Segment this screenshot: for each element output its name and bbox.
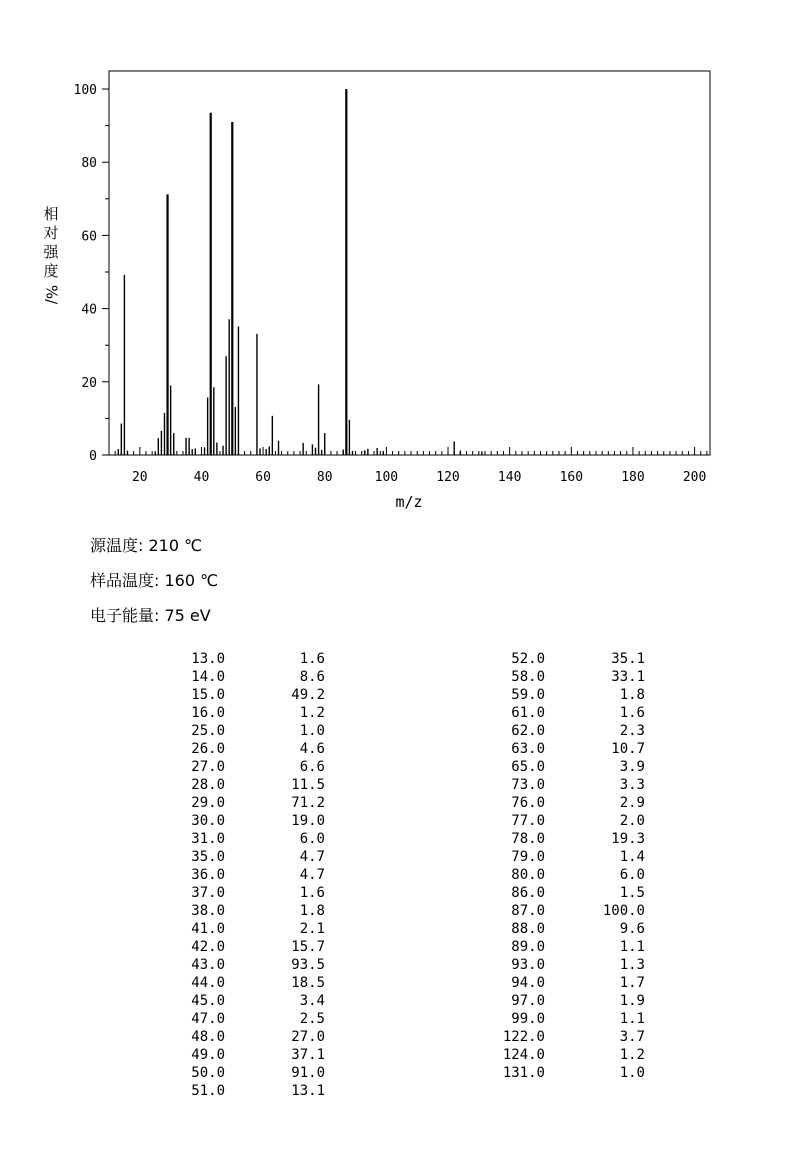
- peak-mz: 42.0: [191, 939, 225, 955]
- y-tick-label: 60: [81, 229, 97, 245]
- y-tick-label: 80: [81, 156, 97, 172]
- peak-row: [170, 794, 325, 812]
- peak-row: [490, 776, 645, 794]
- y-axis-title-char: 度: [43, 262, 59, 280]
- x-tick-label: 20: [131, 470, 148, 485]
- y-tick-label: 100: [73, 83, 97, 98]
- peak-abundance: 91.0: [291, 1065, 325, 1081]
- peak-mz: 124.0: [502, 1047, 545, 1063]
- peak-abundance: 3.7: [619, 1029, 645, 1045]
- peak-mz: 31.0: [191, 831, 225, 847]
- peak-mz: 16.0: [191, 705, 225, 721]
- y-axis-ticks: [74, 83, 109, 464]
- peak-mz: 41.0: [191, 921, 225, 937]
- peak-abundance: 37.1: [291, 1047, 325, 1063]
- peak-abundance: 27.0: [291, 1029, 325, 1045]
- y-axis-title-char: 强: [43, 243, 59, 261]
- peak-row: [490, 884, 645, 902]
- peak-mz: 48.0: [191, 1029, 225, 1045]
- peak-mz: 51.0: [191, 1083, 225, 1099]
- peak-mz: 61.0: [511, 705, 545, 721]
- peak-abundance: 1.2: [619, 1047, 645, 1063]
- peak-mz: 50.0: [191, 1065, 225, 1081]
- peak-mz: 37.0: [191, 885, 225, 901]
- peak-mz: 89.0: [511, 939, 545, 955]
- peak-mz: 80.0: [511, 867, 545, 883]
- peak-row: [170, 866, 325, 884]
- peak-mz: 25.0: [191, 723, 225, 739]
- peak-row: [170, 686, 325, 704]
- peak-mz: 30.0: [191, 813, 225, 829]
- peak-mz: 131.0: [502, 1065, 545, 1081]
- peak-row: [170, 650, 325, 668]
- peak-row: [170, 920, 325, 938]
- peak-abundance: 1.1: [619, 1011, 645, 1027]
- peak-abundance: 13.1: [291, 1083, 325, 1099]
- peak-mz: 79.0: [511, 849, 545, 865]
- peak-abundance: 3.4: [299, 993, 325, 1009]
- peak-mz: 122.0: [502, 1029, 545, 1045]
- peak-row: [170, 740, 325, 758]
- peak-row: [490, 1046, 645, 1064]
- peak-mz: 77.0: [511, 813, 545, 829]
- peak-mz: 14.0: [191, 669, 225, 685]
- peak-abundance: 9.6: [619, 921, 645, 937]
- y-tick-label: 20: [81, 375, 97, 391]
- peak-row: [170, 956, 325, 974]
- peak-row: [490, 1010, 645, 1028]
- peak-abundance: 93.5: [291, 957, 325, 973]
- peak-abundance: 1.8: [619, 687, 645, 703]
- y-axis-title: [40, 205, 62, 304]
- peak-abundance: 1.0: [619, 1065, 645, 1081]
- peak-row: [490, 866, 645, 884]
- peak-row: [490, 650, 645, 668]
- peak-mz: 63.0: [511, 741, 545, 757]
- peak-mz: 88.0: [511, 921, 545, 937]
- peak-abundance: 3.3: [619, 777, 645, 793]
- peak-abundance: 2.3: [619, 723, 645, 739]
- peak-abundance: 4.7: [299, 849, 325, 865]
- peak-row: [170, 758, 325, 776]
- peak-mz: 45.0: [191, 993, 225, 1009]
- peak-row: [170, 974, 325, 992]
- x-tick-label: 40: [193, 470, 210, 485]
- peak-row: [170, 902, 325, 920]
- peak-row: [490, 1064, 645, 1082]
- x-tick-label: 140: [497, 470, 522, 485]
- peak-mz: 47.0: [191, 1011, 225, 1027]
- peak-row: [170, 668, 325, 686]
- peak-mz: 93.0: [511, 957, 545, 973]
- peak-mz: 36.0: [191, 867, 225, 883]
- peak-abundance: 3.9: [619, 759, 645, 775]
- peak-row: [490, 722, 645, 740]
- peak-abundance: 1.6: [619, 705, 645, 721]
- peak-mz: 99.0: [511, 1011, 545, 1027]
- peak-row: [170, 1046, 325, 1064]
- plot-frame: [109, 71, 710, 455]
- peak-mz: 59.0: [511, 687, 545, 703]
- peak-row: [490, 704, 645, 722]
- peak-mz: 15.0: [191, 687, 225, 703]
- peak-mz: 35.0: [191, 849, 225, 865]
- peak-row: [490, 1028, 645, 1046]
- peak-abundance: 1.6: [299, 885, 325, 901]
- y-axis-unit: %/: [42, 284, 61, 305]
- peak-mz: 28.0: [191, 777, 225, 793]
- y-tick-label: 0: [89, 449, 97, 464]
- peak-row: [490, 902, 645, 920]
- peak-mz: 76.0: [511, 795, 545, 811]
- x-tick-label: 100: [374, 470, 399, 485]
- y-axis-title-char: 相: [43, 205, 59, 223]
- peak-abundance: 6.0: [619, 867, 645, 883]
- peak-mz: 86.0: [511, 885, 545, 901]
- peak-mz: 13.0: [191, 651, 225, 667]
- peak-abundance: 4.7: [299, 867, 325, 883]
- peak-row: [170, 938, 325, 956]
- peak-mz: 65.0: [511, 759, 545, 775]
- peak-abundance: 10.7: [611, 741, 645, 757]
- peak-abundance: 1.6: [299, 651, 325, 667]
- peak-row: [170, 848, 325, 866]
- peak-abundance: 1.0: [299, 723, 325, 739]
- peak-abundance: 6.0: [299, 831, 325, 847]
- peak-row: [490, 848, 645, 866]
- peak-table-left: [170, 650, 325, 1100]
- peak-mz: 52.0: [511, 651, 545, 667]
- peak-mz: 97.0: [511, 993, 545, 1009]
- peak-row: [170, 776, 325, 794]
- peak-mz: 49.0: [191, 1047, 225, 1063]
- peak-abundance: 19.0: [291, 813, 325, 829]
- peak-mz: 78.0: [511, 831, 545, 847]
- peak-abundance: 18.5: [291, 975, 325, 991]
- x-axis-title: m/z: [395, 493, 423, 511]
- peak-mz: 62.0: [511, 723, 545, 739]
- peak-abundance: 1.2: [299, 705, 325, 721]
- peak-row: [170, 1010, 325, 1028]
- peak-mz: 26.0: [191, 741, 225, 757]
- peak-abundance: 1.7: [619, 975, 645, 991]
- x-tick-label: 80: [316, 470, 333, 485]
- x-tick-label: 160: [559, 470, 584, 485]
- peak-abundance: 1.9: [619, 993, 645, 1009]
- peak-abundance: 33.1: [611, 669, 645, 685]
- peak-mz: 87.0: [511, 903, 545, 919]
- peak-mz: 29.0: [191, 795, 225, 811]
- peak-row: [490, 794, 645, 812]
- peak-abundance: 35.1: [611, 651, 645, 667]
- peak-abundance: 19.3: [611, 831, 645, 847]
- peak-abundance: 2.1: [299, 921, 325, 937]
- electron-energy: 电子能量: 75 eV: [90, 606, 211, 625]
- x-axis-ticks: [132, 470, 706, 485]
- peak-abundance: 1.1: [619, 939, 645, 955]
- peak-mz: 58.0: [511, 669, 545, 685]
- x-tick-label: 180: [621, 470, 645, 485]
- peak-row: [490, 686, 645, 704]
- peak-row: [170, 1064, 325, 1082]
- peak-row: [490, 830, 645, 848]
- peak-row: [490, 938, 645, 956]
- peak-row: [170, 1028, 325, 1046]
- mass-spectrum-chart: [0, 0, 794, 520]
- peak-abundance: 2.5: [299, 1011, 325, 1027]
- peak-row: [170, 830, 325, 848]
- peak-abundance: 1.4: [619, 849, 645, 865]
- peak-abundance: 2.0: [619, 813, 645, 829]
- peak-abundance: 11.5: [291, 777, 325, 793]
- peak-row: [490, 668, 645, 686]
- peak-row: [490, 740, 645, 758]
- peak-row: [170, 992, 325, 1010]
- spectrum-bars: [118, 89, 482, 455]
- peak-mz: 43.0: [191, 957, 225, 973]
- peak-row: [170, 812, 325, 830]
- peak-mz: 73.0: [511, 777, 545, 793]
- peak-row: [170, 722, 325, 740]
- source-temperature: 源温度: 210 ℃: [90, 536, 203, 555]
- peak-abundance: 8.6: [299, 669, 325, 685]
- peak-row: [490, 992, 645, 1010]
- peak-abundance: 1.8: [299, 903, 325, 919]
- y-axis-title-char: 对: [43, 224, 59, 242]
- peak-row: [170, 884, 325, 902]
- peak-row: [170, 1082, 325, 1100]
- peak-abundance: 6.6: [299, 759, 325, 775]
- peak-abundance: 15.7: [291, 939, 325, 955]
- peak-abundance: 71.2: [291, 795, 325, 811]
- peak-row: [490, 920, 645, 938]
- y-tick-label: 40: [81, 302, 97, 318]
- peak-row: [490, 974, 645, 992]
- peak-abundance: 100.0: [602, 903, 645, 919]
- peak-mz: 38.0: [191, 903, 225, 919]
- sample-temperature: 样品温度: 160 ℃: [90, 571, 219, 590]
- peak-table-right: [490, 650, 645, 1082]
- x-tick-label: 60: [255, 470, 271, 485]
- peak-mz: 27.0: [191, 759, 225, 775]
- peak-row: [490, 812, 645, 830]
- peak-abundance: 1.5: [619, 885, 645, 901]
- peak-row: [170, 704, 325, 722]
- peak-abundance: 49.2: [291, 687, 325, 703]
- x-tick-label: 120: [436, 470, 460, 485]
- peak-abundance: 1.3: [619, 957, 645, 973]
- x-tick-label: 200: [682, 470, 707, 485]
- peak-abundance: 4.6: [299, 741, 325, 757]
- peak-row: [490, 956, 645, 974]
- peak-mz: 94.0: [511, 975, 545, 991]
- peak-abundance: 2.9: [619, 795, 645, 811]
- peak-row: [490, 758, 645, 776]
- peak-mz: 44.0: [191, 975, 225, 991]
